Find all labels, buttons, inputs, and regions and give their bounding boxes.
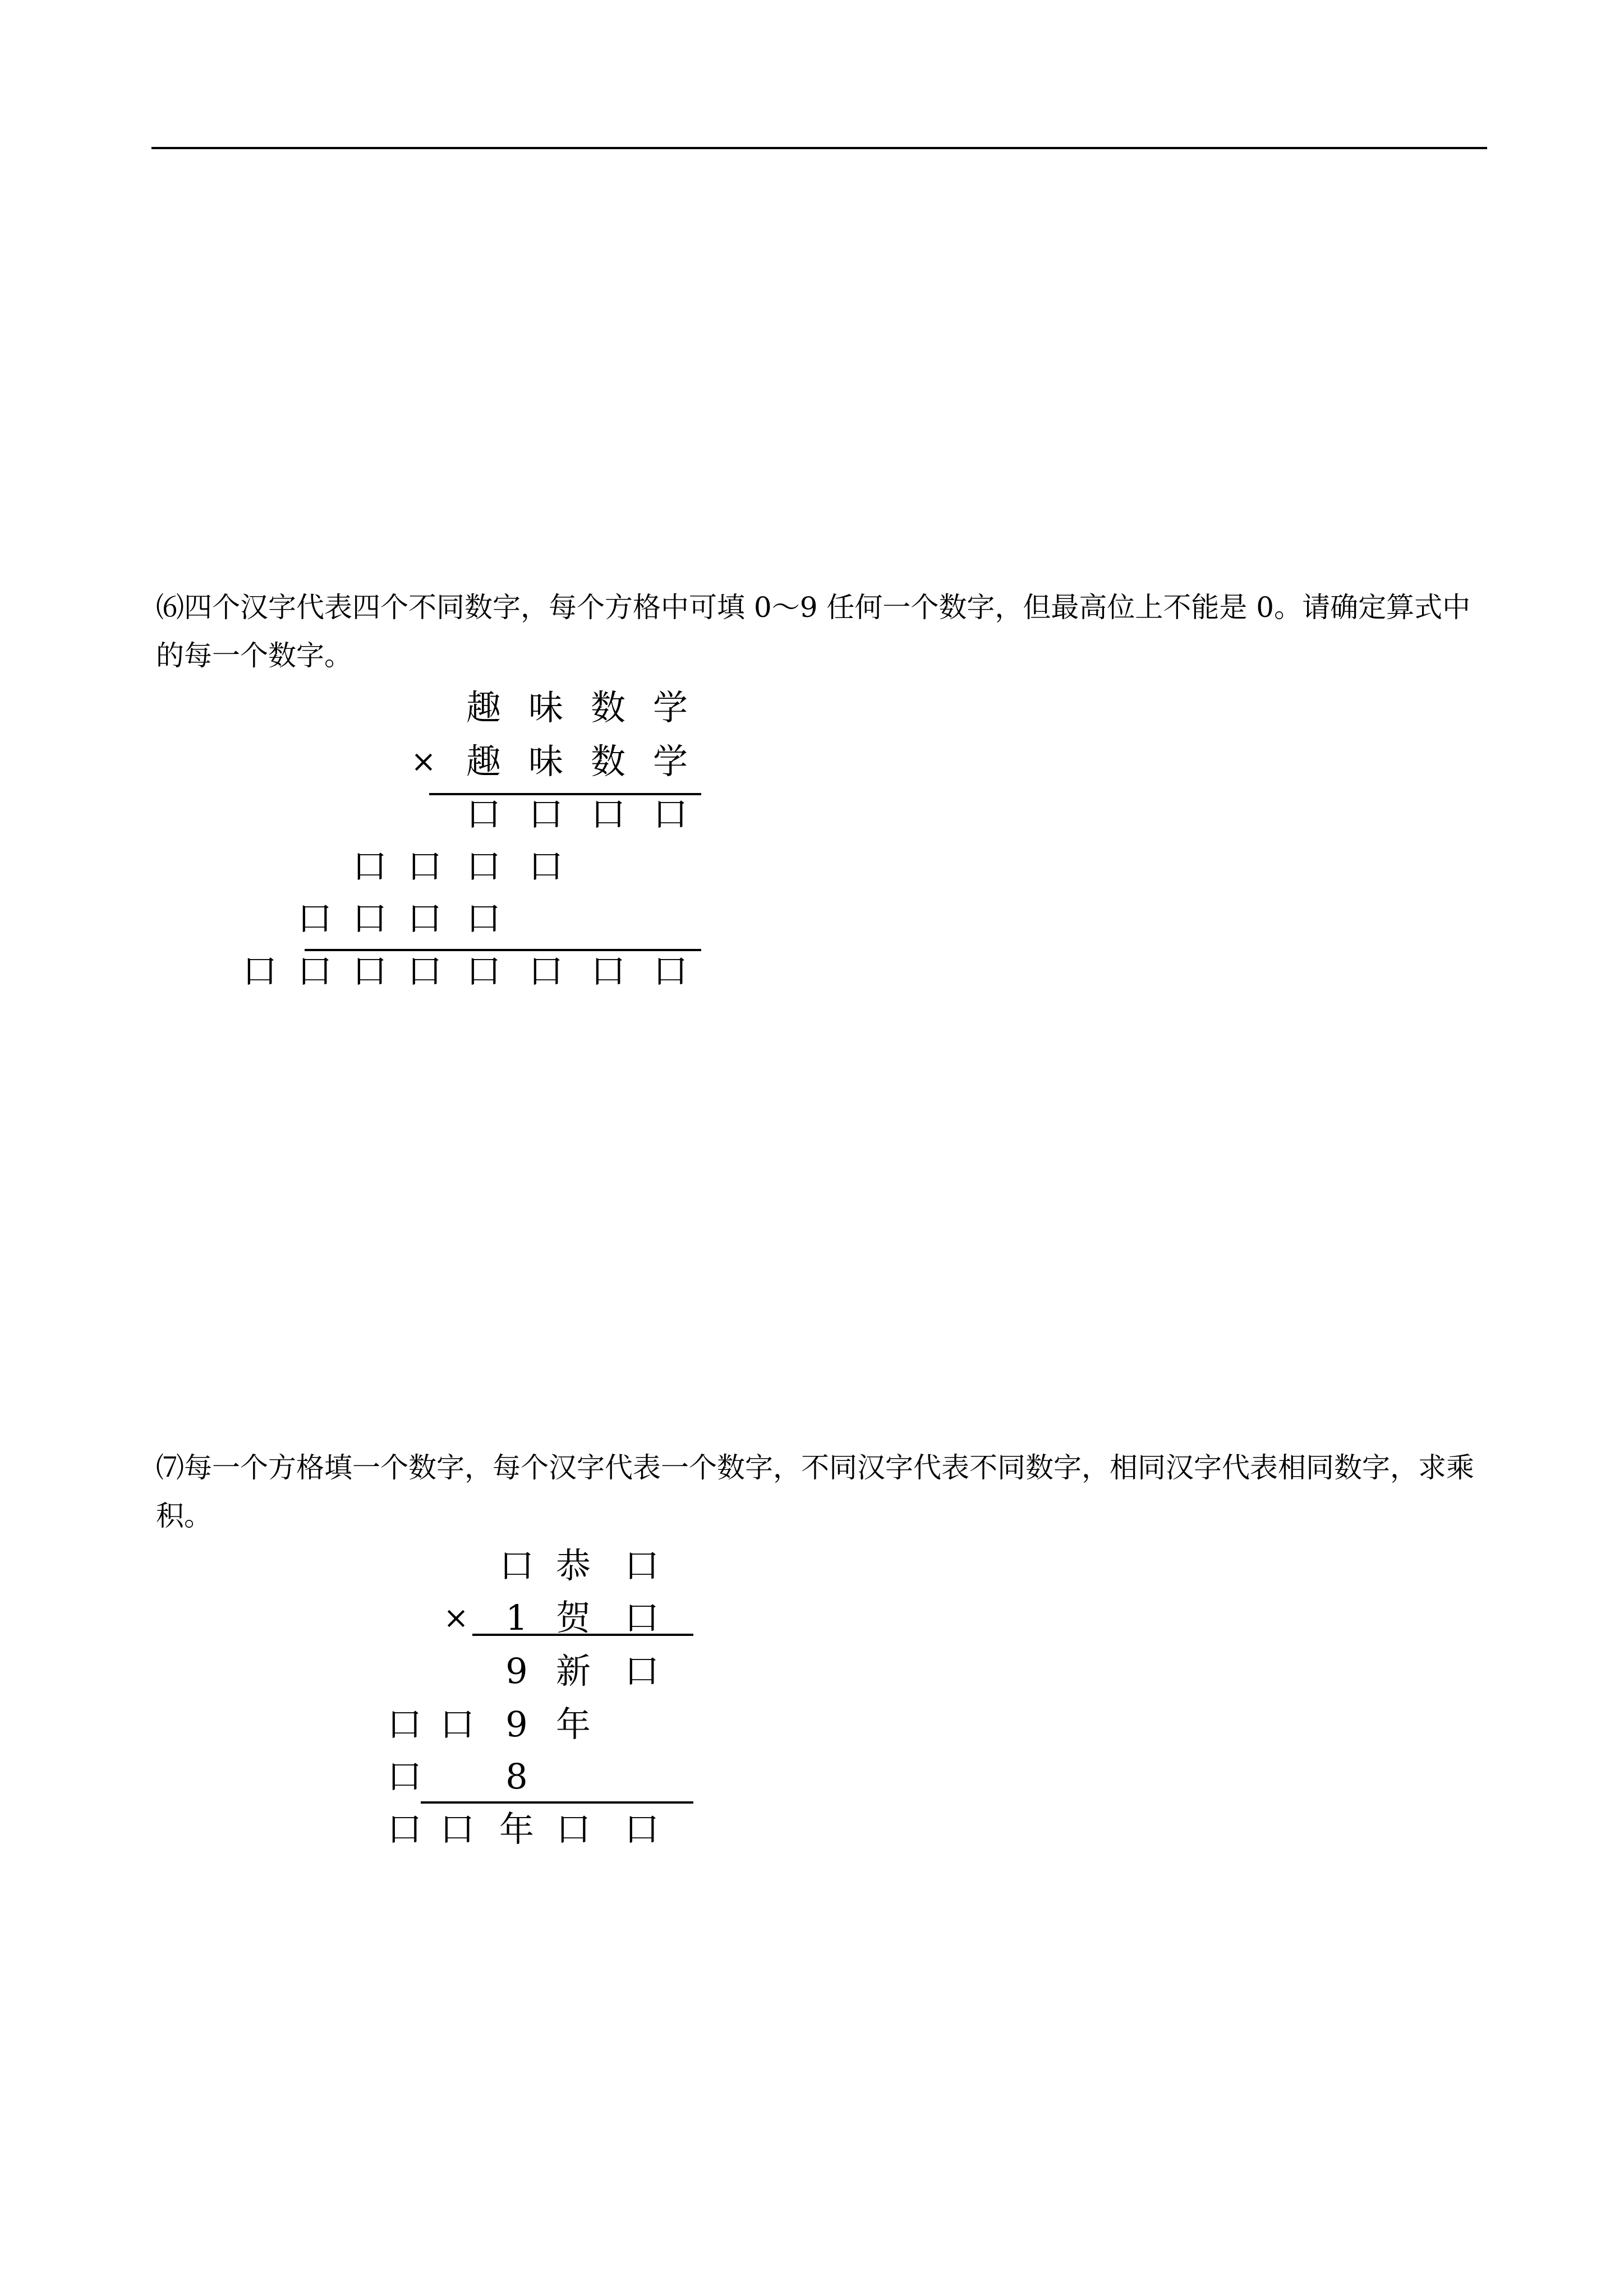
puzzle-cell: 9 — [505, 1704, 528, 1745]
puzzle-cell: 味 — [528, 687, 563, 728]
multiplication-rule — [472, 1634, 693, 1636]
puzzle-cell: 口 — [652, 794, 688, 835]
puzzle-cell: 口 — [352, 951, 387, 992]
puzzle-cell: 口 — [590, 794, 625, 835]
puzzle-cell: 口 — [407, 846, 442, 887]
puzzle-cell: 口 — [466, 951, 501, 992]
puzzle-cell: 口 — [297, 951, 332, 992]
puzzle-cell: 1 — [505, 1597, 528, 1638]
puzzle-cell: 学 — [652, 741, 688, 782]
header-rule — [151, 147, 1487, 149]
problem-6-text: ⑹四个汉字代表四个不同数字，每个方格中可填 0～9 任何一个数字，但最高位上不能是 0。请确定算式中的每一个数字。 — [156, 591, 1471, 672]
puzzle-cell: 口 — [466, 846, 501, 887]
puzzle-cell: 口 — [528, 794, 563, 835]
puzzle-cell: 贺 — [555, 1597, 591, 1638]
puzzle-cell: 年 — [555, 1704, 591, 1745]
puzzle-cell: 口 — [352, 846, 387, 887]
puzzle-cell: 口 — [439, 1704, 475, 1745]
puzzle-cell: 口 — [624, 1597, 659, 1638]
puzzle-cell: 口 — [242, 951, 277, 992]
puzzle-cell: 口 — [624, 1545, 659, 1586]
puzzle-cell: 趣 — [466, 687, 501, 728]
puzzle-cell: 味 — [528, 741, 563, 782]
puzzle-cell: 8 — [505, 1756, 528, 1797]
puzzle-cell: 口 — [407, 898, 442, 939]
puzzle-cell: 口 — [387, 1809, 422, 1850]
puzzle-cell: 口 — [624, 1650, 659, 1691]
puzzle-cell: 口 — [387, 1756, 422, 1797]
puzzle-cell: 口 — [499, 1545, 534, 1586]
puzzle-cell: 口 — [555, 1809, 591, 1850]
puzzle-cell: 口 — [466, 794, 501, 835]
puzzle-cell: 口 — [297, 898, 332, 939]
puzzle-cell: 口 — [466, 898, 501, 939]
multiply-sign: × — [443, 1600, 469, 1635]
puzzle-cell: 口 — [352, 898, 387, 939]
sum-rule — [421, 1801, 693, 1804]
problem-7-text: ⑺每一个方格填一个数字，每个汉字代表一个数字，不同汉字代表不同数字，相同汉字代表相同数字，求乘积。 — [156, 1451, 1474, 1532]
puzzle-cell: 恭 — [555, 1545, 591, 1586]
puzzle-cell: 学 — [652, 687, 688, 728]
puzzle-cell: 口 — [528, 951, 563, 992]
multiply-sign: × — [411, 744, 436, 779]
puzzle-cell: 口 — [407, 951, 442, 992]
puzzle-cell: 数 — [590, 741, 625, 782]
puzzle-cell: 口 — [624, 1809, 659, 1850]
puzzle-cell: 口 — [652, 951, 688, 992]
puzzle-cell: 9 — [505, 1650, 528, 1691]
puzzle-cell: 年 — [499, 1809, 534, 1850]
puzzle-cell: 趣 — [466, 741, 501, 782]
puzzle-cell: 数 — [590, 687, 625, 728]
puzzle-cell: 口 — [387, 1704, 422, 1745]
puzzle-cell: 口 — [590, 951, 625, 992]
puzzle-cell: 新 — [555, 1650, 591, 1691]
puzzle-cell: 口 — [439, 1809, 475, 1850]
puzzle-cell: 口 — [528, 846, 563, 887]
